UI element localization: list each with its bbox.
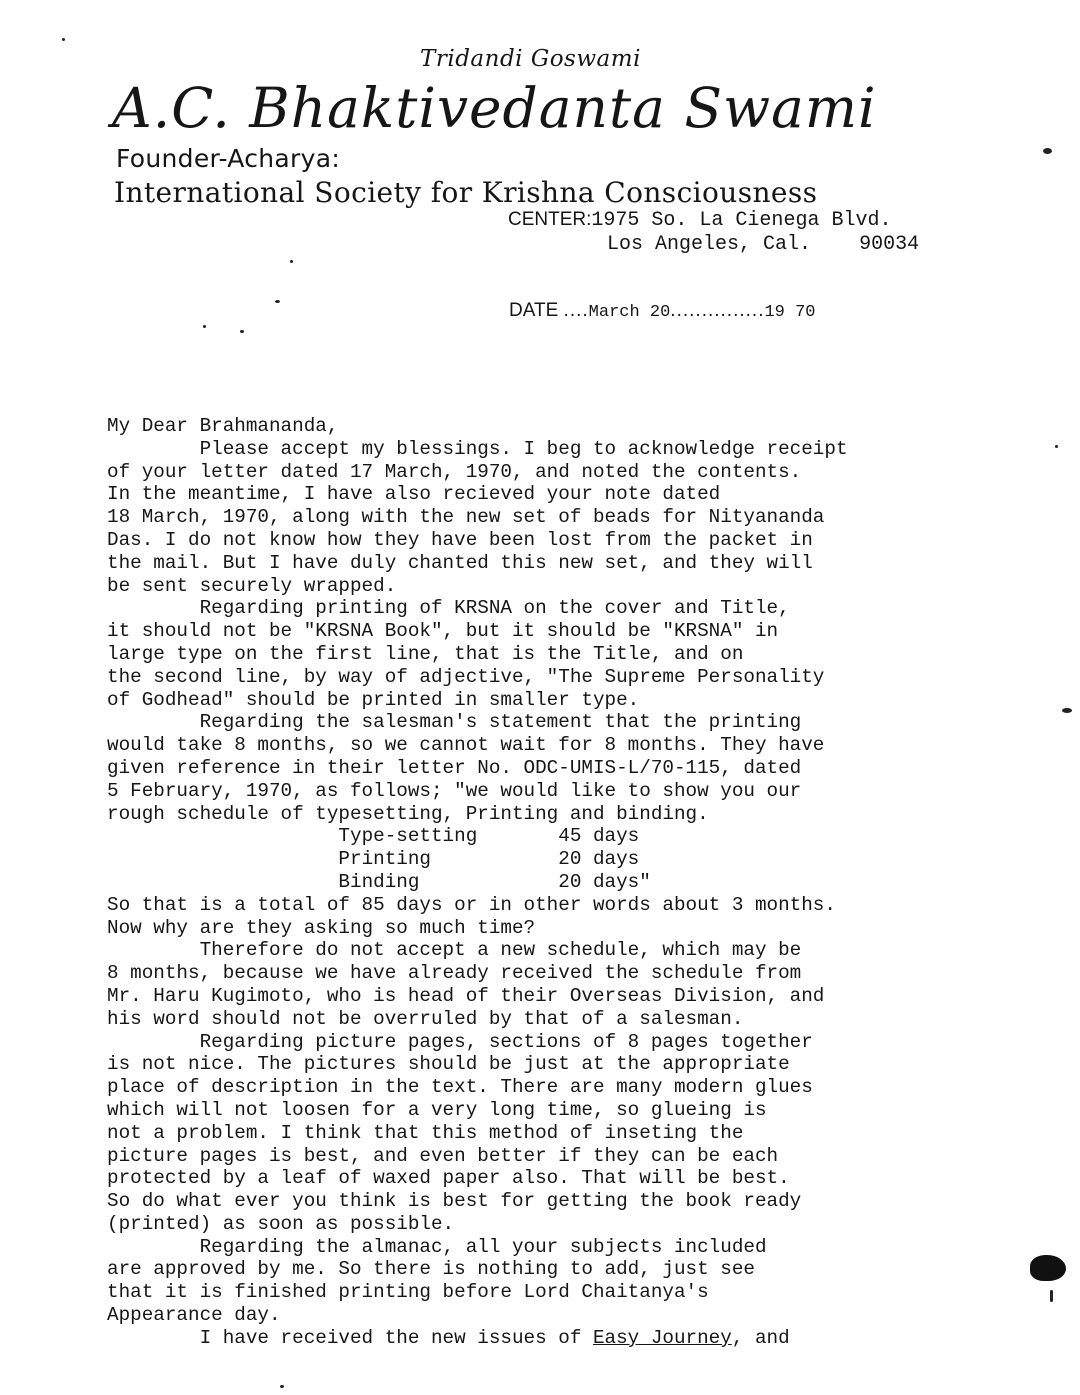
text-line: not a problem. I think that this method of inseting the <box>107 1121 744 1144</box>
text-line: Regarding printing of KRSNA on the cover and Title, <box>107 597 790 620</box>
letterhead-subtitle: Tridandi Goswami <box>420 46 641 72</box>
magazine-title: Easy Journey <box>592 1326 732 1349</box>
scan-speck <box>62 38 65 41</box>
text-line: rough schedule of typesetting, Printing and binding. <box>107 802 709 825</box>
text-line: of Godhead" should be printed in smaller type. <box>107 688 640 711</box>
text-line: picture pages is best, and even better if they can be each <box>107 1144 779 1167</box>
text-line: So that is a total of 85 days or in other words about 3 months. <box>107 893 836 916</box>
schedule-row <box>107 825 977 848</box>
city-line <box>607 233 919 256</box>
schedule-row <box>107 848 977 871</box>
paragraph-overseas <box>107 939 977 1030</box>
paragraph-issues: I have received the new issues of Easy Journey, and <box>107 1326 790 1349</box>
schedule-task: Printing <box>338 848 431 871</box>
scan-speck <box>1050 1290 1053 1302</box>
scan-speck <box>1062 708 1072 713</box>
schedule-task: Binding <box>338 870 420 893</box>
text-line: that it is finished printing before Lord Chaitanya's <box>107 1281 709 1304</box>
text-line: protected by a leaf of waxed paper also. That will be best. <box>107 1167 790 1190</box>
text-line: the mail. But I have duly chanted this new set, and they will <box>107 551 813 574</box>
text-line: are approved by me. So there is nothing to add, just see <box>107 1258 755 1281</box>
text-line: given reference in their letter No. ODC-UMIS-L/70-115, dated <box>107 756 802 779</box>
text-line: Regarding the almanac, all your subjects included <box>107 1235 767 1258</box>
text-line: Please accept my blessings. I beg to acknowledge receipt <box>107 437 848 460</box>
text-line: his word should not be overruled by that of a salesman. <box>107 1007 744 1030</box>
scan-speck <box>275 300 280 303</box>
schedule-task: Type-setting <box>338 825 478 848</box>
text-line: the second line, by way of adjective, "The Supreme Personality <box>107 665 825 688</box>
scan-speck <box>1043 148 1052 154</box>
salutation: My Dear Brahmananda, <box>107 415 339 437</box>
scan-speck <box>290 260 293 263</box>
schedule-table <box>107 825 977 893</box>
text-line: would take 8 months, so we cannot wait for 8 months. They have <box>107 734 825 757</box>
text-line: Regarding the salesman's statement that the printing <box>107 711 802 734</box>
paragraph-total <box>107 894 977 940</box>
text-line: So do what ever you think is best for getting the book ready <box>107 1190 802 1213</box>
center-address <box>508 209 891 232</box>
text-line: Regarding picture pages, sections of 8 pages together <box>107 1030 813 1053</box>
date-year: 19 70 <box>764 303 816 322</box>
text-line: Mr. Haru Kugimoto, who is head of their Overseas Division, and <box>107 984 825 1007</box>
text-line: is not nice. The pictures should be just at the appropriate <box>107 1053 790 1076</box>
schedule-duration: 45 days <box>558 825 640 848</box>
schedule-row <box>107 871 977 894</box>
text-line: Das. I do not know how they have been lost from the packet in <box>107 528 813 551</box>
text-line: it should not be "KRSNA Book", but it should be "KRSNA" in <box>107 620 779 643</box>
paragraph-pictures <box>107 1031 977 1236</box>
text-line: 5 February, 1970, as follows; "we would like to show you our <box>107 779 802 802</box>
scan-speck <box>1055 445 1058 448</box>
text-line: Therefore do not accept a new schedule, which may be <box>107 939 802 962</box>
text-line: large type on the first line, that is the Title, and on <box>107 642 744 665</box>
date-line: DATE ....March 20...............19 70 <box>509 300 816 322</box>
text-line: place of description in the text. There are many modern glues <box>107 1076 813 1099</box>
text-line: which will not loosen for a very long time, so glueing is <box>107 1098 767 1121</box>
paragraph-title <box>107 597 977 711</box>
ink-blot <box>1030 1255 1066 1281</box>
letterhead-name: A.C. Bhaktivedanta Swami <box>112 76 877 140</box>
text-line: Now why are they asking so much time? <box>107 916 536 939</box>
paragraph-almanac <box>107 1236 977 1327</box>
text-line: Appearance day. <box>107 1304 281 1327</box>
text-line: 18 March, 1970, along with the new set of beads for Nityananda <box>107 506 825 529</box>
center-label: CENTER: <box>508 209 592 230</box>
schedule-duration: 20 days" <box>558 870 651 893</box>
scan-speck <box>240 330 244 333</box>
text-line: of your letter dated 17 March, 1970, and noted the contents. <box>107 460 802 483</box>
letterhead-society: International Society for Krishna Consciousness <box>114 176 818 209</box>
schedule-duration: 20 days <box>558 848 640 871</box>
letterhead-role: Founder-Acharya: <box>116 144 341 173</box>
text-line: 8 months, because we have already received the schedule from <box>107 962 802 985</box>
letter-body <box>107 415 977 1350</box>
zip-code: 90034 <box>859 233 920 256</box>
scan-speck <box>203 325 206 328</box>
text-line: be sent securely wrapped. <box>107 574 397 597</box>
center-street: 1975 So. La Cienega Blvd. <box>591 209 892 232</box>
scan-speck <box>280 1385 284 1388</box>
date-value: March 20 <box>588 303 671 322</box>
paragraph-receipt <box>107 438 977 598</box>
text-line: In the meantime, I have also recieved your note dated <box>107 483 721 506</box>
text-line: (printed) as soon as possible. <box>107 1212 455 1235</box>
city: Los Angeles, Cal. <box>607 233 812 256</box>
date-label: DATE <box>509 300 559 321</box>
paragraph-schedule <box>107 711 977 825</box>
